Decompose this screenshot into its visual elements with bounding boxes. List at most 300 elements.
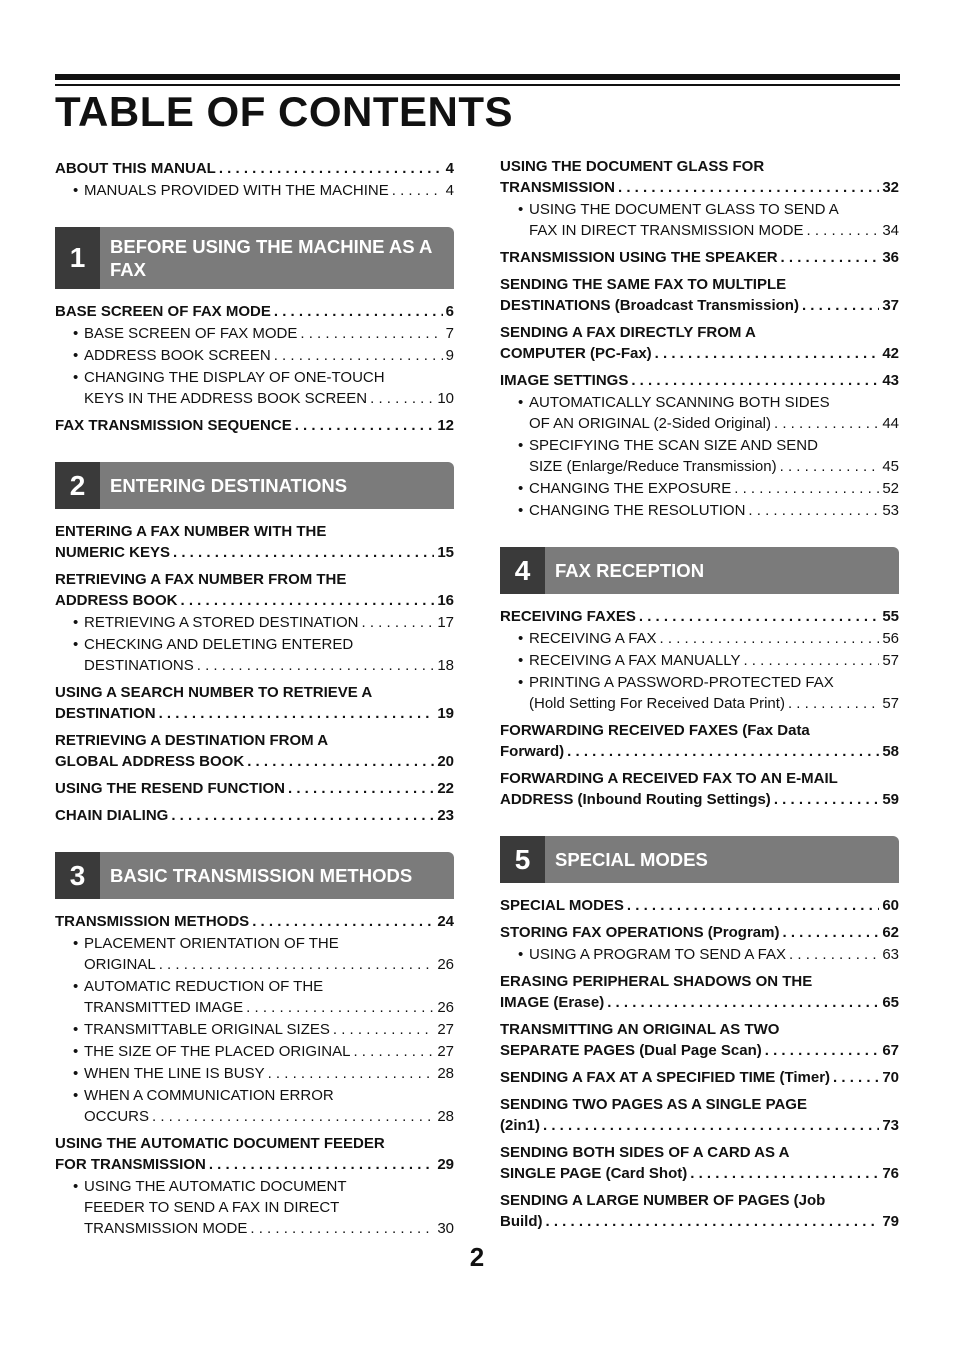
toc-sub-line (84, 388, 454, 409)
dot-leader (627, 895, 879, 916)
toc-entry[interactable] (500, 895, 899, 916)
toc-sub-entry[interactable] (500, 199, 899, 241)
toc-entry[interactable] (500, 1067, 899, 1088)
toc-line-text: FAX TRANSMISSION SEQUENCE (55, 417, 292, 434)
toc-sub-line (84, 1106, 454, 1127)
toc-line-text: WHEN A COMMUNICATION ERROR (84, 1087, 334, 1104)
dot-leader (546, 1211, 880, 1232)
dot-leader (370, 388, 434, 409)
toc-entry[interactable] (55, 730, 454, 772)
toc-sub-entry[interactable] (55, 634, 454, 676)
dot-leader (173, 542, 434, 563)
toc-line-text: CHANGING THE DISPLAY OF ONE-TOUCH (84, 369, 385, 386)
toc-sub-entry[interactable] (500, 650, 899, 671)
toc-sub-line (529, 628, 899, 649)
toc-sub-entry[interactable] (55, 976, 454, 1018)
toc-line-text: ERASING PERIPHERAL SHADOWS ON THE (500, 973, 813, 990)
toc-line-text: ADDRESS BOOK (55, 592, 178, 609)
toc-sub-line (84, 1176, 454, 1197)
toc-page-number: 4 (445, 160, 454, 177)
toc-page-number: 26 (437, 956, 454, 973)
toc-page-number: 58 (882, 743, 899, 760)
toc-line-text: USING THE DOCUMENT GLASS TO SEND A (529, 201, 839, 218)
toc-page-number: 37 (882, 297, 899, 314)
toc-page-number: 36 (882, 249, 899, 266)
dot-leader (152, 1106, 434, 1127)
toc-entry-heading[interactable] (55, 911, 454, 932)
dot-leader (295, 415, 435, 436)
toc-page-number: 29 (437, 1156, 454, 1173)
toc-line-text: OF AN ORIGINAL (2-Sided Original) (529, 415, 772, 432)
toc-entry-line (55, 703, 454, 724)
toc-line-text: GLOBAL ADDRESS BOOK (55, 753, 245, 770)
toc-entry-line (55, 521, 454, 542)
toc-entry-line (500, 274, 899, 295)
toc-sub-entry[interactable] (500, 672, 899, 714)
toc-page-number: 12 (437, 417, 454, 434)
toc-column-left (55, 158, 454, 1239)
toc-page-number: 4 (445, 182, 454, 199)
toc-entry[interactable] (55, 569, 454, 676)
toc-line-text: FORWARDING RECEIVED FAXES (Fax Data (500, 722, 810, 739)
toc-page-number: 60 (882, 897, 899, 914)
toc-entry-heading[interactable] (55, 730, 454, 772)
toc-entry[interactable] (500, 274, 899, 316)
dot-leader (748, 500, 879, 521)
dot-leader (782, 922, 879, 943)
toc-entry-heading[interactable] (500, 768, 899, 810)
toc-sub-entry[interactable] (500, 392, 899, 434)
toc-entry-line (500, 789, 899, 810)
toc-page-number: 67 (882, 1042, 899, 1059)
toc-line-text: SENDING BOTH SIDES OF A CARD AS A (500, 1144, 790, 1161)
toc-entry-line (500, 247, 899, 268)
toc-entry-heading[interactable] (500, 895, 899, 916)
toc-entry-heading[interactable] (500, 156, 899, 198)
toc-line-text: TRANSMISSION MODE (84, 1220, 248, 1237)
toc-entry-line (55, 301, 454, 322)
dot-leader (690, 1163, 879, 1184)
toc-entry[interactable] (55, 682, 454, 724)
chapter-number: 3 (55, 852, 100, 899)
toc-page-number: 57 (882, 652, 899, 669)
dot-leader (288, 778, 434, 799)
toc-entry-heading[interactable] (500, 1142, 899, 1184)
toc-sub-line (84, 976, 454, 997)
toc-line-text: USING THE AUTOMATIC DOCUMENT (84, 1178, 347, 1195)
toc-sub-line (84, 655, 454, 676)
toc-page-number: 7 (445, 325, 454, 342)
toc-page-number: 23 (437, 807, 454, 824)
toc-page-number: 30 (437, 1220, 454, 1237)
toc-entry-line (55, 590, 454, 611)
dot-leader (274, 301, 443, 322)
toc-entry[interactable] (55, 1133, 454, 1239)
toc-sub-entry[interactable] (55, 1041, 454, 1062)
toc-sub-line (529, 392, 899, 413)
dot-leader (788, 693, 879, 714)
toc-page-number: 57 (882, 695, 899, 712)
toc-line-text: TRANSMISSION (500, 179, 616, 196)
toc-entry-line (500, 1115, 899, 1136)
dot-leader (250, 1218, 434, 1239)
dot-leader (567, 741, 879, 762)
toc-entry-line (55, 1133, 454, 1154)
chapter-header[interactable] (55, 227, 454, 289)
toc-entry[interactable] (500, 1019, 899, 1061)
dot-leader (781, 247, 880, 268)
dot-leader (392, 180, 443, 201)
toc-entry-line (500, 971, 899, 992)
toc-entry[interactable] (500, 606, 899, 714)
toc-entry-line (55, 1154, 454, 1175)
toc-entry-line (500, 1211, 899, 1232)
toc-entry-heading[interactable] (500, 322, 899, 364)
toc-line-text: CHAIN DIALING (55, 807, 169, 824)
toc-line-text: DESTINATIONS (Broadcast Transmission) (500, 297, 799, 314)
chapter-title: FAX RECEPTION (555, 560, 705, 581)
toc-sub-entry[interactable] (55, 345, 454, 366)
toc-page-number: 9 (445, 347, 454, 364)
toc-entry-heading[interactable] (500, 274, 899, 316)
toc-sub-entry[interactable] (55, 180, 454, 201)
toc-page-number: 42 (882, 345, 899, 362)
dot-leader (274, 345, 443, 366)
toc-page-number: 63 (882, 946, 899, 963)
toc-entry[interactable] (500, 1190, 899, 1232)
toc-entry[interactable] (500, 720, 899, 762)
dot-leader (171, 805, 434, 826)
toc-entry-line (500, 177, 899, 198)
toc-page-number: 6 (445, 303, 454, 320)
toc-sub-line (529, 413, 899, 434)
toc-line-text: TRANSMITTING AN ORIGINAL AS TWO (500, 1021, 780, 1038)
toc-line-text: SEPARATE PAGES (Dual Page Scan) (500, 1042, 762, 1059)
toc-entry[interactable] (500, 370, 899, 521)
dot-leader (209, 1154, 434, 1175)
dot-leader (300, 323, 442, 344)
toc-entry[interactable] (55, 911, 454, 1127)
toc-line-text: OCCURS (84, 1108, 150, 1125)
toc-sub-entry[interactable] (55, 1085, 454, 1127)
toc-sub-line (84, 1218, 454, 1239)
toc-line-text: ORIGINAL (84, 956, 156, 973)
toc-entry-heading[interactable] (500, 1019, 899, 1061)
toc-line-text: • CHANGING THE RESOLUTION (529, 502, 746, 519)
toc-line-text: Build) (500, 1213, 543, 1230)
toc-entry-line (55, 805, 454, 826)
dot-leader (219, 158, 443, 179)
toc-page-number: 34 (882, 222, 899, 239)
toc-entry-line (500, 1190, 899, 1211)
toc-page-number: 43 (882, 372, 899, 389)
chapter-number: 1 (55, 227, 100, 289)
toc-entry-line (55, 415, 454, 436)
toc-line-text: • CHANGING THE EXPOSURE (529, 480, 732, 497)
toc-sub-entry[interactable] (55, 1019, 454, 1040)
toc-entry[interactable] (500, 922, 899, 965)
toc-page-number: 55 (882, 608, 899, 625)
toc-page-number: 22 (437, 780, 454, 797)
toc-line-text: • THE SIZE OF THE PLACED ORIGINAL (84, 1043, 351, 1060)
toc-page-number: 56 (882, 630, 899, 647)
toc-line-text: Forward) (500, 743, 565, 760)
toc-line-text: ABOUT THIS MANUAL (55, 160, 216, 177)
toc-sub-entry[interactable] (500, 628, 899, 649)
dot-leader (607, 992, 879, 1013)
toc-page-number: 24 (437, 913, 454, 930)
toc-line-text: • WHEN THE LINE IS BUSY (84, 1065, 265, 1082)
toc-page-number: 70 (882, 1069, 899, 1086)
toc-sub-line (84, 612, 454, 633)
chapter-number: 4 (500, 547, 545, 594)
toc-entry[interactable] (500, 247, 899, 268)
toc-page-number: 79 (882, 1213, 899, 1230)
dot-leader (353, 1041, 434, 1062)
toc-sub-entry[interactable] (55, 1063, 454, 1084)
toc-entry-heading[interactable] (55, 1133, 454, 1175)
toc-page-number: 27 (437, 1043, 454, 1060)
toc-entry-line (500, 922, 899, 943)
toc-entry-heading[interactable] (500, 247, 899, 268)
chapter-header[interactable] (500, 547, 899, 594)
toc-line-text: IMAGE (Erase) (500, 994, 605, 1011)
toc-sub-line (84, 997, 454, 1018)
dot-leader (631, 370, 879, 391)
toc-line-text: STORING FAX OPERATIONS (Program) (500, 924, 780, 941)
toc-line-text: FAX IN DIRECT TRANSMISSION MODE (529, 222, 804, 239)
toc-entry-heading[interactable] (500, 1190, 899, 1232)
toc-entry[interactable] (55, 778, 454, 799)
toc-line-text: AUTOMATICALLY SCANNING BOTH SIDES (529, 394, 830, 411)
toc-entry[interactable] (500, 1142, 899, 1184)
toc-sub-entry[interactable] (500, 500, 899, 521)
toc-entry[interactable] (55, 301, 454, 409)
toc-page-number: 20 (437, 753, 454, 770)
toc-entry-line (500, 895, 899, 916)
toc-entry-heading[interactable] (500, 971, 899, 1013)
toc-sub-line (529, 199, 899, 220)
toc-sub-entry[interactable] (55, 1176, 454, 1239)
toc-sub-line (84, 345, 454, 366)
toc-sub-line (84, 1041, 454, 1062)
chapter-header[interactable] (55, 852, 454, 899)
toc-entry-heading[interactable] (500, 1067, 899, 1088)
dot-leader (833, 1067, 879, 1088)
toc-entry-line (500, 156, 899, 177)
toc-line-text: RECEIVING FAXES (500, 608, 636, 625)
toc-page-number: 62 (882, 924, 899, 941)
toc-page-number: 52 (882, 480, 899, 497)
toc-sub-line (84, 1063, 454, 1084)
dot-leader (660, 628, 880, 649)
toc-entry-heading[interactable] (55, 682, 454, 724)
dot-leader (618, 177, 879, 198)
toc-sub-line (84, 634, 454, 655)
toc-line-text: SENDING A FAX AT A SPECIFIED TIME (Timer) (500, 1069, 831, 1086)
toc-entry-line (500, 606, 899, 627)
toc-sub-line (84, 954, 454, 975)
chapter-title: BASIC TRANSMISSION METHODS (110, 865, 413, 886)
toc-line-text: PRINTING A PASSWORD-PROTECTED FAX (529, 674, 834, 691)
toc-page-number: 32 (882, 179, 899, 196)
toc-entry-line (500, 1094, 899, 1115)
toc-page-number: 53 (882, 502, 899, 519)
chapter-header[interactable] (500, 836, 899, 883)
toc-entry-line (500, 1142, 899, 1163)
toc-line-text: • RECEIVING A FAX (529, 630, 657, 647)
toc-sub-entry[interactable] (55, 323, 454, 344)
title-rule-thick (55, 74, 900, 80)
toc-sub-line (84, 323, 454, 344)
toc-page-number: 59 (882, 791, 899, 808)
toc-sub-line (529, 220, 899, 241)
toc-sub-line (84, 1085, 454, 1106)
toc-entry-line (55, 778, 454, 799)
toc-entry-heading[interactable] (500, 370, 899, 391)
toc-line-text: NUMERIC KEYS (55, 544, 171, 561)
toc-line-text: DESTINATION (55, 705, 156, 722)
dot-leader (639, 606, 879, 627)
toc-entry-heading[interactable] (55, 805, 454, 826)
toc-entry-line (500, 1019, 899, 1040)
toc-entry[interactable] (500, 322, 899, 364)
toc-sub-entry[interactable] (500, 435, 899, 477)
toc-line-text: FORWARDING A RECEIVED FAX TO AN E-MAIL (500, 770, 838, 787)
toc-line-text: • RECEIVING A FAX MANUALLY (529, 652, 741, 669)
toc-sub-line (84, 180, 454, 201)
toc-entry-line (500, 1067, 899, 1088)
chapter-title: ENTERING DESTINATIONS (110, 475, 348, 496)
toc-line-text: FEEDER TO SEND A FAX IN DIRECT (84, 1199, 340, 1216)
toc-entry-line (55, 158, 454, 179)
toc-line-text: AUTOMATIC REDUCTION OF THE (84, 978, 324, 995)
toc-entry-heading[interactable] (55, 569, 454, 611)
dot-leader (159, 954, 435, 975)
toc-sub-entry[interactable] (500, 478, 899, 499)
toc-sub-line (529, 435, 899, 456)
dot-leader (734, 478, 879, 499)
dot-leader (806, 220, 879, 241)
toc-page-number: 28 (437, 1108, 454, 1125)
chapter-number: 5 (500, 836, 545, 883)
dot-leader (247, 751, 434, 772)
dot-leader (159, 703, 435, 724)
toc-sub-entry[interactable] (55, 612, 454, 633)
toc-page-number: 10 (437, 390, 454, 407)
toc-entry-line (500, 322, 899, 343)
dot-leader (252, 911, 434, 932)
toc-sub-line (529, 500, 899, 521)
toc-sub-entry[interactable] (500, 944, 899, 965)
page-title: TABLE OF CONTENTS (55, 88, 514, 135)
toc-line-text: ENTERING A FAX NUMBER WITH THE (55, 523, 327, 540)
toc-entry-heading[interactable] (55, 415, 454, 436)
toc-entry-heading[interactable] (55, 521, 454, 563)
toc-entry-heading[interactable] (55, 158, 454, 179)
toc-entry-heading[interactable] (500, 606, 899, 627)
toc-line-text: USING THE DOCUMENT GLASS FOR (500, 158, 765, 175)
toc-entry[interactable] (55, 805, 454, 826)
toc-entry[interactable] (500, 971, 899, 1013)
toc-sub-line (529, 693, 899, 714)
toc-line-text: PLACEMENT ORIENTATION OF THE (84, 935, 339, 952)
toc-entry[interactable] (500, 156, 899, 241)
toc-entry-line (55, 911, 454, 932)
dot-leader (765, 1040, 880, 1061)
toc-line-text: SENDING TWO PAGES AS A SINGLE PAGE (500, 1096, 807, 1113)
chapter-header[interactable] (55, 462, 454, 509)
dot-leader (246, 997, 434, 1018)
dot-leader (774, 789, 880, 810)
toc-page-number: 15 (437, 544, 454, 561)
toc-entry-line (55, 542, 454, 563)
toc-page-number: 26 (437, 999, 454, 1016)
toc-line-text: SPECIAL MODES (500, 897, 624, 914)
toc-page-number: 27 (437, 1021, 454, 1038)
toc-entry[interactable] (55, 415, 454, 436)
toc-entry-line (500, 1040, 899, 1061)
toc-page-number: 76 (882, 1165, 899, 1182)
toc-line-text: • RETRIEVING A STORED DESTINATION (84, 614, 359, 631)
toc-sub-line (529, 478, 899, 499)
toc-entry-heading[interactable] (500, 720, 899, 762)
toc-entry-heading[interactable] (500, 922, 899, 943)
dot-leader (802, 295, 879, 316)
toc-sub-line (529, 456, 899, 477)
toc-line-text: SINGLE PAGE (Card Shot) (500, 1165, 688, 1182)
toc-entry[interactable] (500, 768, 899, 810)
toc-entry-line (500, 1163, 899, 1184)
dot-leader (181, 590, 435, 611)
toc-entry-heading[interactable] (55, 778, 454, 799)
toc-line-text: (Hold Setting For Received Data Print) (529, 695, 785, 712)
toc-line-text: IMAGE SETTINGS (500, 372, 629, 389)
toc-sub-entry[interactable] (55, 933, 454, 975)
toc-line-text: ADDRESS (Inbound Routing Settings) (500, 791, 771, 808)
toc-line-text: DESTINATIONS (84, 657, 194, 674)
toc-line-text: • BASE SCREEN OF FAX MODE (84, 325, 298, 342)
toc-entry[interactable] (55, 521, 454, 563)
toc-line-text: TRANSMISSION METHODS (55, 913, 250, 930)
dot-leader (780, 456, 880, 477)
toc-line-text: FOR TRANSMISSION (55, 1156, 206, 1173)
toc-line-text: SIZE (Enlarge/Reduce Transmission) (529, 458, 777, 475)
toc-sub-line (84, 367, 454, 388)
dot-leader (268, 1063, 435, 1084)
toc-entry[interactable] (500, 1094, 899, 1136)
toc-line-text: • TRANSMITTABLE ORIGINAL SIZES (84, 1021, 330, 1038)
toc-entry-heading[interactable] (500, 1094, 899, 1136)
toc-line-text: SENDING A LARGE NUMBER OF PAGES (Job (500, 1192, 826, 1209)
toc-sub-line (529, 650, 899, 671)
toc-line-text: RETRIEVING A FAX NUMBER FROM THE (55, 571, 347, 588)
toc-line-text: TRANSMISSION USING THE SPEAKER (500, 249, 778, 266)
dot-leader (655, 343, 880, 364)
toc-line-text: COMPUTER (PC-Fax) (500, 345, 652, 362)
toc-entry-heading[interactable] (55, 301, 454, 322)
toc-entry-line (55, 730, 454, 751)
toc-sub-line (529, 672, 899, 693)
toc-page-number: 28 (437, 1065, 454, 1082)
toc-page-number: 18 (437, 657, 454, 674)
toc-entry[interactable] (55, 158, 454, 201)
toc-page-number: 73 (882, 1117, 899, 1134)
dot-leader (362, 612, 435, 633)
toc-sub-entry[interactable] (55, 367, 454, 409)
toc-line-text: • ADDRESS BOOK SCREEN (84, 347, 271, 364)
toc-page-number: 19 (437, 705, 454, 722)
